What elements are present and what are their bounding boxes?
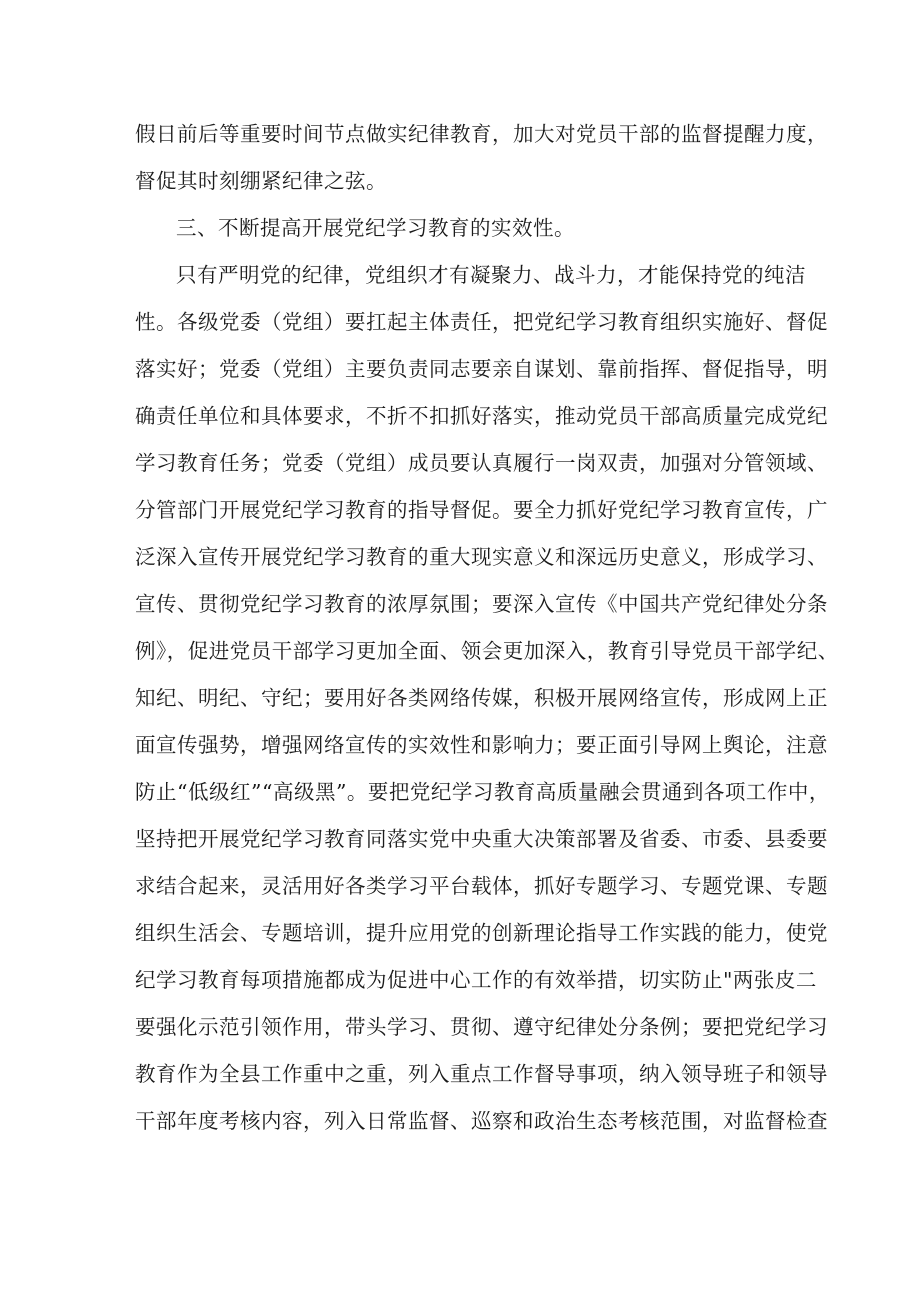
text-line: 知纪、明纪、守纪；要用好各类网络传媒，积极开展网络宣传，形成网上正: [135, 686, 828, 710]
text-line: 分管部门开展党纪学习教育的指导督促。要全力抓好党纪学习教育宣传，广: [135, 498, 828, 522]
section-heading: 三、不断提高开展党纪学习教育的实效性。: [176, 216, 575, 240]
text-line: 性。各级党委（党组）要扛起主体责任，把党纪学习教育组织实施好、督促: [135, 310, 828, 334]
text-line: 例》，促进党员干部学习更加全面、领会更加深入，教育引导党员干部学纪、: [135, 639, 839, 663]
text-line: 假日前后等重要时间节点做实纪律教育，加大对党员干部的监督提醒力度，: [135, 122, 828, 146]
text-line: 要强化示范引领作用，带头学习、贯彻、遵守纪律处分条例；要把党纪学习: [135, 1015, 828, 1039]
text-line: 落实好；党委（党组）主要负责同志要亲自谋划、靠前指挥、督促指导，明: [135, 357, 828, 381]
text-line: 宣传、贯彻党纪学习教育的浓厚氛围；要深入宣传《中国共产党纪律处分条: [135, 592, 828, 616]
text-line: 干部年度考核内容，列入日常监督、巡察和政治生态考核范围，对监督检查: [135, 1109, 828, 1133]
text-line: 组织生活会、专题培训，提升应用党的创新理论指导工作实践的能力，使党: [135, 921, 828, 945]
text-line: 面宣传强势，增强网络宣传的实效性和影响力；要正面引导网上舆论，注意: [135, 733, 828, 757]
text-line: 求结合起来，灵活用好各类学习平台载体，抓好专题学习、专题党课、专题: [135, 874, 828, 898]
text-line: 确责任单位和具体要求，不折不扣抓好落实，推动党员干部高质量完成党纪: [135, 404, 828, 428]
text-line: 坚持把开展党纪学习教育同落实党中央重大决策部署及省委、市委、县委要: [135, 827, 828, 851]
text-line: 纪学习教育每项措施都成为促进中心工作的有效举措，切实防止"两张皮二: [135, 968, 817, 992]
text-line: 泛深入宣传开展党纪学习教育的重大现实意义和深远历史意义，形成学习、: [135, 545, 828, 569]
text-line: 督促其时刻绷紧纪律之弦。: [135, 169, 387, 193]
text-line: 只有严明党的纪律，党组织才有凝聚力、战斗力，才能保持党的纯洁: [176, 263, 806, 287]
text-line: 教育作为全县工作重中之重，列入重点工作督导事项，纳入领导班子和领导: [135, 1062, 828, 1086]
text-line: 防止“低级红”“高级黑”。要把党纪学习教育高质量融会贯通到各项工作中，: [135, 780, 830, 804]
text-line: 学习教育任务；党委（党组）成员要认真履行一岗双责，加强对分管领域、: [135, 451, 828, 475]
